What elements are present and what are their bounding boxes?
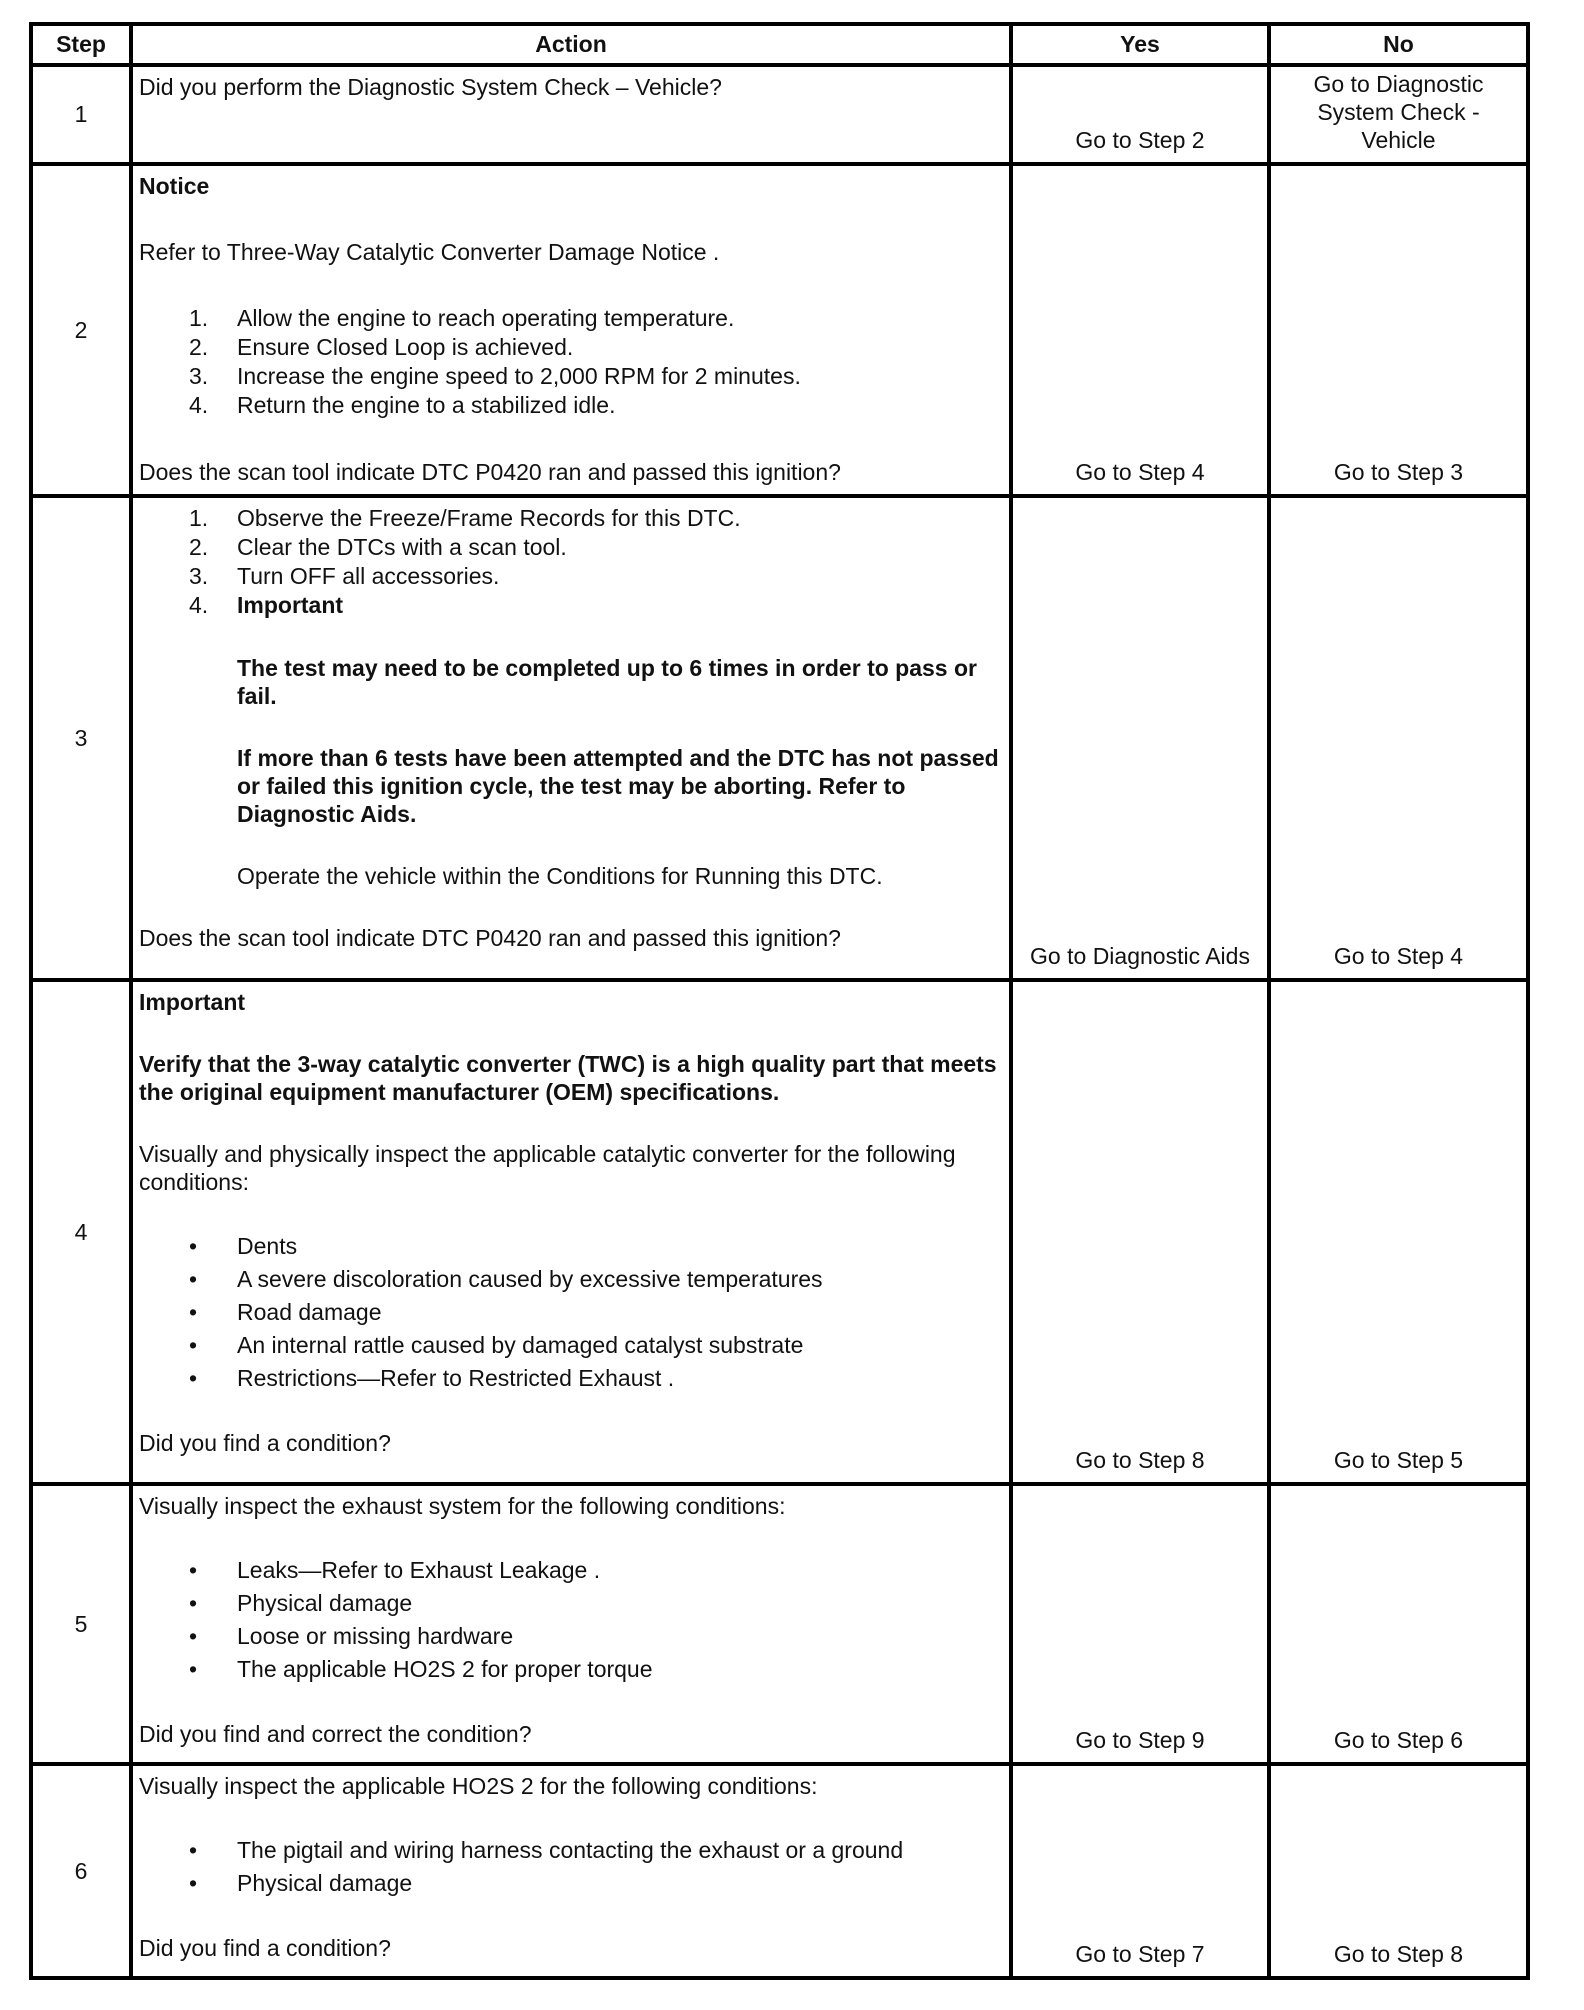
list-item: 3. Increase the engine speed to 2,000 RPM for 2 minutes. [189,363,801,389]
table-row [31,496,1528,980]
list-item: • Restrictions—Refer to Restricted Exhaust . [189,1365,675,1391]
list-item: • Leaks—Refer to Exhaust Leakage . [189,1557,601,1583]
step-number: 2 [31,164,131,496]
no-result [1269,65,1528,164]
important-heading: Important [139,989,246,1015]
table-row [31,1484,1528,1764]
list-item: • Physical damage [189,1870,413,1896]
no-result: Go to Step 5 [1269,980,1528,1484]
no-result-line: Go to Diagnostic [1313,71,1484,97]
operate-text: Operate the vehicle within the Conditions for Running this DTC. [237,863,883,889]
table-row [31,164,1528,496]
list-item: • The pigtail and wiring harness contacting the exhaust or a ground [189,1837,904,1863]
important-note: If more than 6 tests have been attempted and the DTC has not passed or failed this ignition cycle, the test may be aborting. Refer to Diagnostic Aids. [237,745,999,827]
question-text: Did you find a condition? [139,1935,391,1961]
list-item: • Dents [189,1233,298,1259]
table-row [31,980,1528,1484]
bullet-list [139,1834,1003,1900]
list-item: • Road damage [189,1299,382,1325]
action-cell [131,1484,1011,1764]
question-text: Did you perform the Diagnostic System Check – Vehicle? [139,74,722,100]
verify-text: Verify that the 3-way catalytic converter (TWC) is a high quality part that meets the original equipment manufacturer (OEM) specifications. [139,1051,997,1105]
yes-result: Go to Step 7 [1011,1764,1269,1978]
yes-result: Go to Step 2 [1011,65,1269,164]
notice-heading: Notice [139,173,210,199]
step-number: 5 [31,1484,131,1764]
list-item: 3. Turn OFF all accessories. [189,563,500,589]
no-result: Go to Step 6 [1269,1484,1528,1764]
header-action: Action [131,24,1011,65]
table-row [31,65,1528,164]
bullet-list [139,1554,1003,1686]
no-result: Go to Step 3 [1269,164,1528,496]
yes-result: Go to Diagnostic Aids [1011,496,1269,980]
list-item: 2. Clear the DTCs with a scan tool. [189,534,567,560]
list-item: 4. Return the engine to a stabilized idle. [189,392,616,418]
list-item: 1. Observe the Freeze/Frame Records for this DTC. [189,505,741,531]
numbered-list [139,504,1003,620]
step-number: 4 [31,980,131,1484]
intro-text: Visually and physically inspect the applicable catalytic converter for the following conditions: [139,1141,956,1195]
action-cell [131,65,1011,164]
list-item: • A severe discoloration caused by excessive temperatures [189,1266,823,1292]
no-result-line: System Check - [1317,99,1480,125]
question-text: Did you find a condition? [139,1430,391,1456]
question-text: Did you find and correct the condition? [139,1721,532,1747]
list-item: • Physical damage [189,1590,413,1616]
table-row [31,1764,1528,1978]
action-cell [131,496,1011,980]
yes-result: Go to Step 8 [1011,980,1269,1484]
question-text: Does the scan tool indicate DTC P0420 ran and passed this ignition? [139,925,841,951]
step-number: 6 [31,1764,131,1978]
intro-text: Visually inspect the applicable HO2S 2 for the following conditions: [139,1773,818,1799]
header-yes: Yes [1011,24,1269,65]
step-number: 3 [31,496,131,980]
bullet-list [139,1230,1003,1395]
header-step: Step [31,24,131,65]
diagnostic-table [29,22,1530,1980]
action-cell [131,980,1011,1484]
intro-text: Visually inspect the exhaust system for the following conditions: [139,1493,786,1519]
question-text: Does the scan tool indicate DTC P0420 ran and passed this ignition? [139,459,841,485]
important-note: The test may need to be completed up to 6 times in order to pass or fail. [237,655,977,709]
yes-result: Go to Step 4 [1011,164,1269,496]
yes-result: Go to Step 9 [1011,1484,1269,1764]
numbered-list [139,304,1003,420]
action-cell [131,1764,1011,1978]
list-item: • An internal rattle caused by damaged catalyst substrate [189,1332,804,1358]
no-result: Go to Step 4 [1269,496,1528,980]
list-item: • The applicable HO2S 2 for proper torque [189,1656,653,1682]
list-item: 4. Important [189,592,344,618]
refer-text: Refer to Three-Way Catalytic Converter Damage Notice . [139,239,720,265]
header-row [31,24,1528,65]
header-no: No [1269,24,1528,65]
list-item: 1. Allow the engine to reach operating temperature. [189,305,735,331]
no-result: Go to Step 8 [1269,1764,1528,1978]
list-item: • Loose or missing hardware [189,1623,514,1649]
list-item: 2. Ensure Closed Loop is achieved. [189,334,574,360]
action-cell [131,164,1011,496]
no-result-line: Vehicle [1361,127,1436,153]
step-number: 1 [31,65,131,164]
